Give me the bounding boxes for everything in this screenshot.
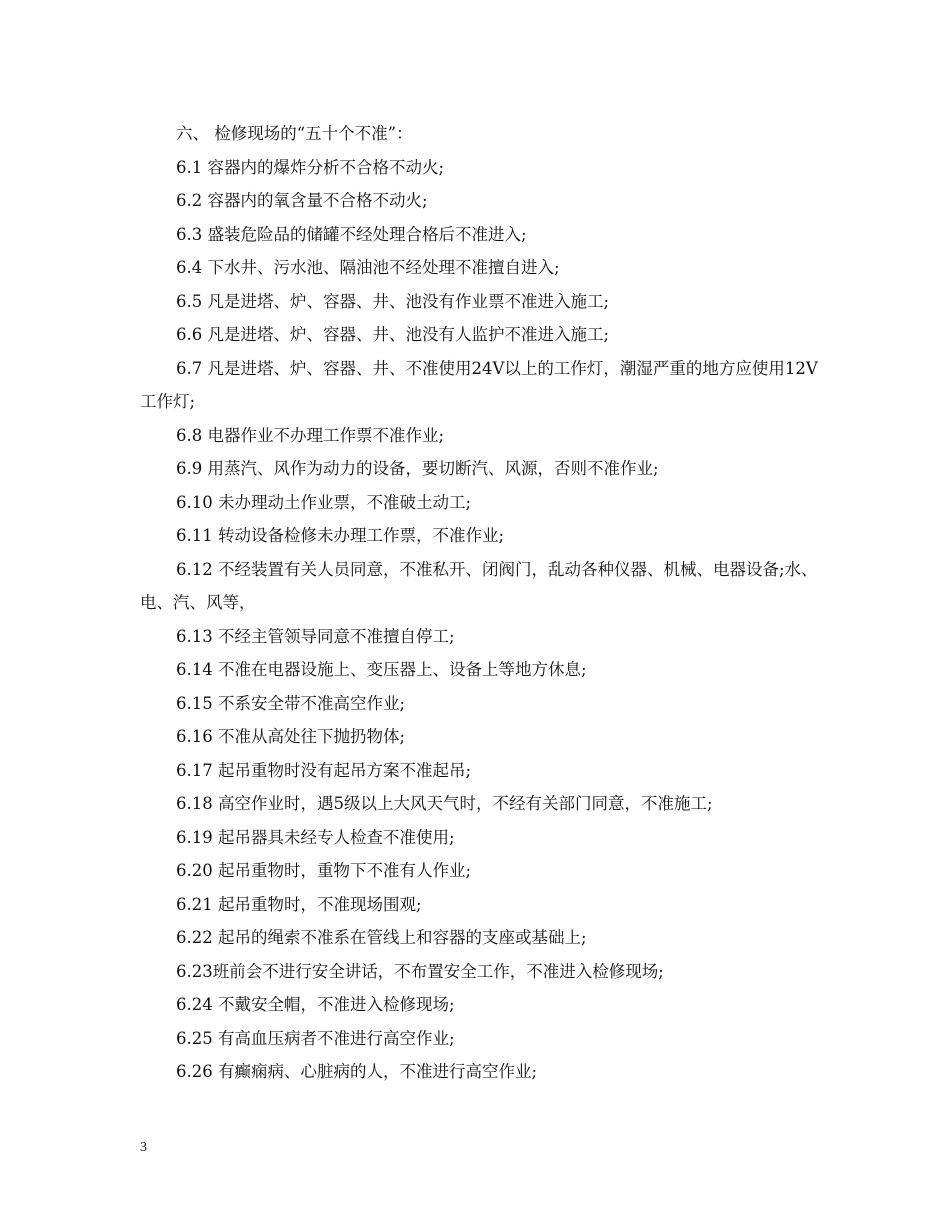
list-item: 6.12 不经装置有关人员同意，不准私开、闭阀门，乱动各种仪器、机械、电器设备;水、电、汽、风等， <box>140 559 818 612</box>
list-item: 6.19 起吊器具未经专人检查不准使用; <box>176 827 455 847</box>
list-item: 6.16 不准从高处往下抛扔物体; <box>176 727 406 746</box>
list-item: 6.20 起吊重物时，重物下不准有人作业; <box>176 861 472 880</box>
list-item: 6.15 不系安全带不准高空作业; <box>176 693 406 713</box>
list-item: 6.24 不戴安全帽，不准进入检修现场; <box>176 995 455 1014</box>
list-item: 6.2 容器内的氧含量不合格不动火; <box>176 191 428 210</box>
list-item: 6.13 不经主管领导同意不准擅自停工; <box>176 626 455 646</box>
list-item: 6.8 电器作业不办理工作票不准作业; <box>176 425 445 445</box>
list-item: 6.17 起吊重物时没有起吊方案不准起吊; <box>176 760 472 780</box>
list-item: 6.14 不准在电器设施上、变压器上、设备上等地方休息; <box>176 660 587 679</box>
list-item: 6.7 凡是进塔、炉、容器、井、不准使用24V以上的工作灯，潮湿严重的地方应使用12V工作灯; <box>140 358 818 411</box>
list-item: 6.5 凡是进塔、炉、容器、井、池没有作业票不准进入施工; <box>176 291 610 311</box>
list-item: 6.23班前会不进行安全讲话，不布置安全工作，不准进入检修现场; <box>176 961 664 981</box>
list-item: 6.4 下水井、污水池、隔油池不经处理不准擅自进入; <box>176 258 560 277</box>
section-heading: 六、 检修现场的“五十个不准”： <box>176 124 413 143</box>
list-item: 6.18 高空作业时，遇5级以上大风天气时，不经有关部门同意，不准施工; <box>176 794 713 813</box>
document-body <box>140 117 820 1089</box>
list-item: 6.21 起吊重物时，不准现场围观; <box>176 894 422 914</box>
list-item: 6.25 有高血压病者不准进行高空作业; <box>176 1028 455 1048</box>
list-item: 6.26 有癫痫病、心脏病的人，不准进行高空作业; <box>176 1062 538 1081</box>
list-item: 6.11 转动设备检修未办理工作票，不准作业; <box>176 526 505 545</box>
list-item: 6.1 容器内的爆炸分析不合格不动火; <box>176 157 445 177</box>
list-item: 6.3 盛装危险品的储罐不经处理合格后不准进入; <box>176 224 527 244</box>
list-item: 6.6 凡是进塔、炉、容器、井、池没有人监护不准进入施工; <box>176 325 610 344</box>
list-item: 6.9 用蒸汽、风作为动力的设备，要切断汽、风源，否则不准作业; <box>176 459 659 478</box>
list-item: 6.22 起吊的绳索不准系在管线上和容器的支座或基础上; <box>176 928 587 947</box>
page-number: 3 <box>140 1140 147 1155</box>
list-item: 6.10 未办理动土作业票，不准破土动工; <box>176 492 472 512</box>
